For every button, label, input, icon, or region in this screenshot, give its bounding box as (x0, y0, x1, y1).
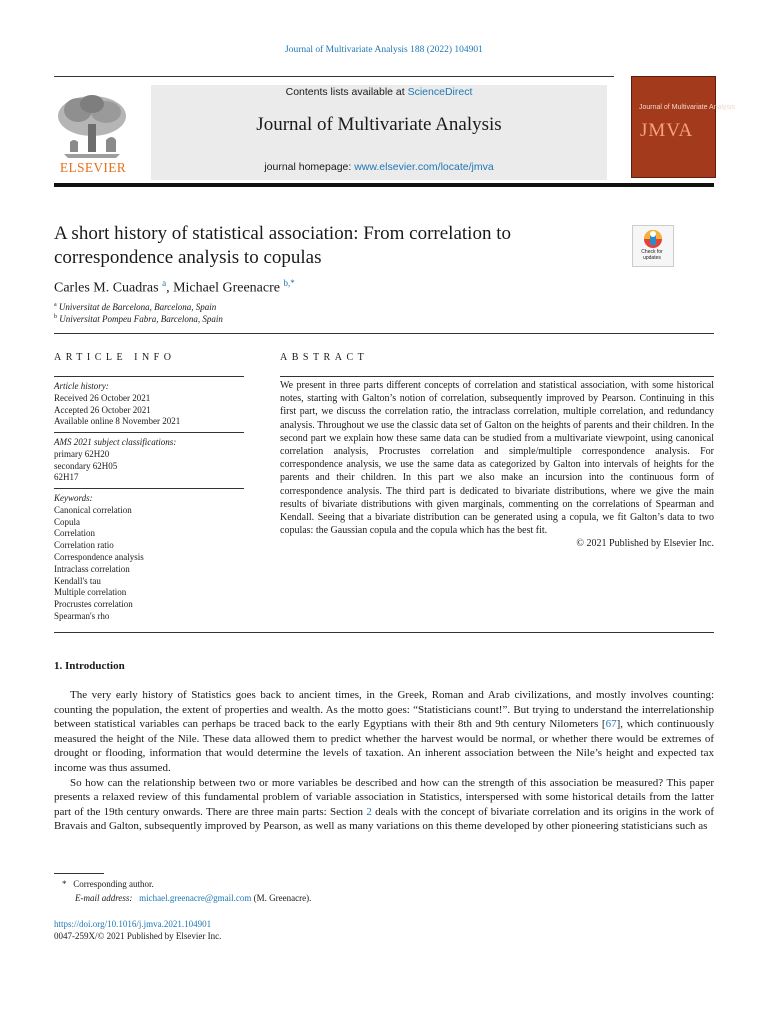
paragraph (54, 776, 714, 834)
received-date: Received 26 October 2021 (54, 392, 151, 403)
contents-line (151, 86, 607, 98)
keyword-item: Multiple correlation (54, 587, 127, 598)
affiliation-text: Universitat de Barcelona, Barcelona, Spain (58, 302, 217, 312)
homepage-line (151, 161, 607, 173)
keyword-item: Correlation (54, 528, 95, 539)
doi-link[interactable]: https://doi.org/10.1016/j.jmva.2021.104901 (54, 919, 212, 929)
paragraph-text: deals with the concept of bivariate correlation and its origins in the work of Bravais and Galton, subsequently improved by Pearson, as well as many variations on this theme developed by other pioneering statisticians such as (54, 805, 714, 833)
email-link[interactable]: michael.greenacre@gmail.com (139, 893, 252, 903)
keyword-item: Copula (54, 516, 80, 527)
author-name: Michael Greenacre (173, 280, 280, 296)
affiliation-mark: b (54, 314, 57, 320)
keyword-item: Intraclass correlation (54, 563, 130, 574)
crossmark-icon (633, 226, 673, 250)
online-date: Available online 8 November 2021 (54, 416, 181, 427)
paragraph-text: ], which continuously measured the height of the Nile. These data allowed them to predict whether the harvest would be normal, or whether there would be extremes of drought or flooding, information that would determine the levels of taxation. An inherent association between the Nile’s height and expected tax income was thus assumed. (54, 718, 714, 774)
header-top-rule (54, 76, 614, 77)
keyword-item: Canonical correlation (54, 504, 132, 515)
author-separator: , (166, 280, 174, 296)
section-rule (54, 333, 714, 334)
article-info-rule (54, 376, 244, 377)
abstract-copyright: © 2021 Published by Elsevier Inc. (576, 538, 714, 550)
author-affiliation-mark[interactable]: a (162, 278, 167, 288)
ams-code: secondary 62H05 (54, 460, 118, 471)
elsevier-wordmark[interactable]: ELSEVIER (59, 160, 127, 175)
affiliation-b (54, 314, 223, 324)
affiliation-mark: a (54, 302, 57, 308)
ams-code: primary 62H20 (54, 448, 110, 459)
paper-title: A short history of statistical association: From correlation to correspondence analysis to copulas (54, 223, 511, 268)
abstract-body (280, 379, 714, 551)
author-name: Carles M. Cuadras (54, 280, 159, 296)
keyword-item: Procrustes correlation (54, 599, 133, 610)
introduction-body (54, 688, 714, 834)
cover-journal-name: Journal of Multivariate Analysis (639, 104, 736, 111)
corresponding-author-note (62, 879, 154, 889)
footnote-rule (54, 873, 104, 874)
article-info-heading: ARTICLE INFO (54, 352, 176, 363)
footnote-mark: * (62, 879, 67, 889)
abstract-heading: ABSTRACT (280, 352, 369, 363)
contents-prefix: Contents lists available at (285, 86, 408, 98)
abstract-rule (280, 376, 714, 377)
section-link[interactable]: 2 (366, 805, 372, 818)
keywords (54, 493, 244, 623)
journal-homepage-link[interactable]: www.elsevier.com/locate/jmva (354, 161, 494, 173)
paragraph-text: The very early history of Statistics goes back to ancient times, in the Greek, Roman and Arab civilizations, and mostly involves counting: counting the population, the extent of properties and wealth. As the motto goes: “Statisticians count!”. But trying to understand the interrelationship between statistical variables can perhaps be traced back to the early Egyptians with their 8th and 9th century Nilometers [ (54, 689, 714, 731)
email-label: E-mail address: (75, 893, 133, 903)
section-rule (54, 632, 714, 633)
ams-rule (54, 488, 244, 489)
paragraph (54, 688, 714, 776)
section-heading-introduction: 1. Introduction (54, 660, 125, 672)
citation-link[interactable]: 67 (605, 718, 617, 731)
article-history (54, 381, 244, 428)
sciencedirect-link[interactable]: ScienceDirect (407, 86, 473, 98)
ams-label: AMS 2021 subject classifications: (54, 437, 177, 447)
journal-citation[interactable]: Journal of Multivariate Analysis 188 (2022) 104901 (285, 45, 483, 55)
keyword-item: Correspondence analysis (54, 551, 144, 562)
author-affiliation-mark[interactable]: b,* (283, 278, 295, 288)
history-rule (54, 432, 244, 433)
affiliation-a (54, 302, 216, 312)
email-note (75, 893, 311, 903)
keyword-item: Correlation ratio (54, 540, 114, 551)
ams-code: 62H17 (54, 472, 79, 483)
header-thick-rule (54, 183, 714, 187)
journal-title: Journal of Multivariate Analysis (256, 114, 502, 135)
crossmark-label: Check for updates (641, 249, 663, 261)
issn-line: 0047-259X/© 2021 Published by Elsevier Inc. (54, 931, 222, 941)
keyword-item: Spearman's rho (54, 610, 110, 621)
homepage-prefix: journal homepage: (264, 161, 355, 173)
affiliation-text: Universitat Pompeu Fabra, Barcelona, Spain (59, 314, 223, 324)
cover-acronym: JMVA (640, 120, 694, 141)
footnote-text: Corresponding author. (73, 879, 154, 889)
history-label: Article history: (54, 381, 109, 391)
keywords-label: Keywords: (54, 493, 93, 503)
paragraph-text: So how can the relationship between two or more variables be described and how can the strength of this association be measured? This paper presents a relaxed review of this fundamental problem of variable association in Statistics, interspersed with some historical details from the latter part of the 19th century onwards. There are three main parts: Section (54, 776, 714, 818)
accepted-date: Accepted 26 October 2021 (54, 404, 151, 415)
ams-classifications (54, 437, 244, 484)
keyword-item: Kendall's tau (54, 575, 101, 586)
email-owner: (M. Greenacre). (253, 893, 312, 903)
abstract-paragraph: We present in three parts different concepts of correlation and statistical association, with some historical notes, starting with Galton’s notion of correlation, subsequently improved by Pearson. Continuing in this first part, we discuss the correlation ratio, the intraclass correlation, multiple correlation, and redundancy analysis. Throughout we use the classic data set of Galton on the heights of parents and their children. In the second part we explain how these same data can be studied from a multivariate viewpoint, using canonical correlation analysis, Procrustes correlation and simple/multiple correspondence analysis. For correspondence analysis, we use the same data as categorized by Galton into intervals of heights for the parents and their children. In this part we also make an incursion into the continuous form of correspondence analysis. The third part is dedicated to bivariate distributions, where we give the main results of bivariate distributions with given marginals, commenting on the correlations of Spearman and Kendall. Seeing that a bivariate distribution can be generated using a copula, we fit Galton’s data to two copulas: the Gaussian copula and the copula which has the best fit. (280, 380, 714, 537)
author-list (54, 278, 295, 297)
